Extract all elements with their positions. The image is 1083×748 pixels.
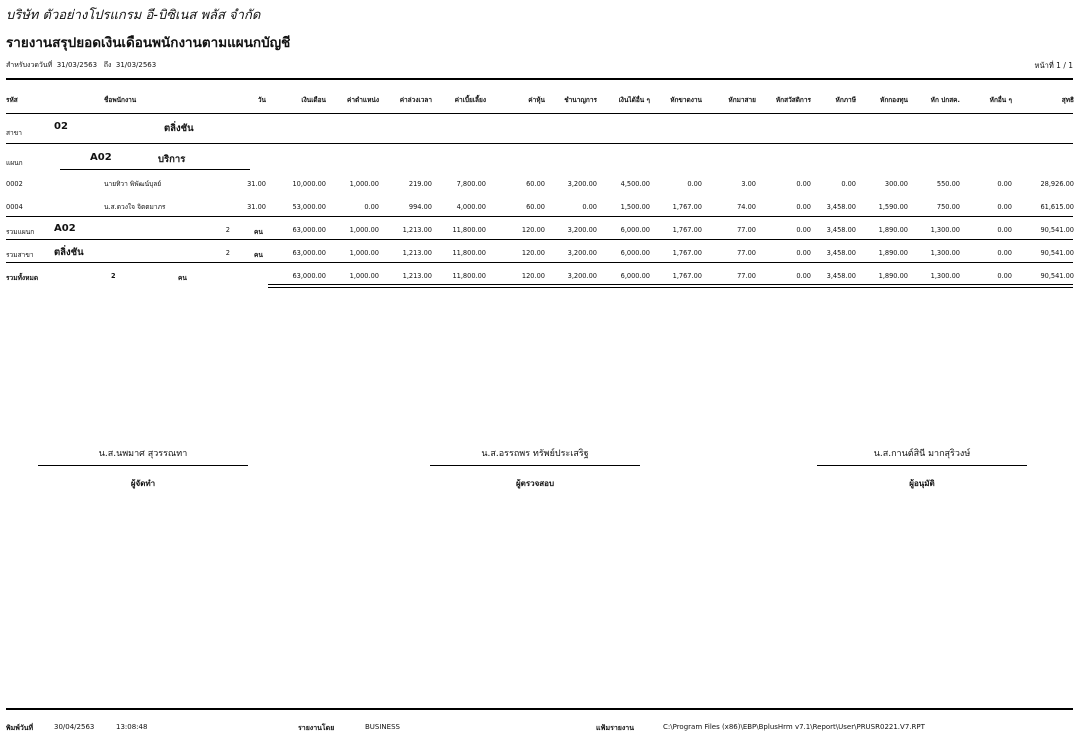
employee-cell: 550.00 bbox=[936, 180, 960, 188]
period-to-label: ถึง bbox=[103, 61, 112, 69]
report-file-path: C:\Program Files (x86)\EBP\BplusHrm v7.1\Report\User\PRUSR0221.V7.RPT bbox=[663, 723, 925, 731]
branch-total-name: ตลิ่งชัน bbox=[54, 247, 84, 258]
branch-total-cell: 1,890.00 bbox=[878, 249, 908, 257]
employee-cell: 10,000.00 bbox=[292, 180, 326, 188]
employee-cell: 53,000.00 bbox=[292, 203, 326, 211]
dept-total-cell: 0.00 bbox=[796, 226, 811, 234]
column-header: รหัส bbox=[6, 96, 18, 104]
employee-cell: 219.00 bbox=[408, 180, 432, 188]
branch-total-label: รวมสาขา bbox=[6, 251, 34, 259]
employee-cell: 0.00 bbox=[841, 180, 856, 188]
branch-total-cell: 0.00 bbox=[796, 249, 811, 257]
employee-cell: 60.00 bbox=[526, 203, 545, 211]
grand-total-double-rule-1 bbox=[268, 284, 1073, 285]
column-header: ค่าตำแหน่ง bbox=[347, 96, 379, 104]
reporter: BUSINESS bbox=[365, 723, 400, 731]
employee-cell: 1,500.00 bbox=[620, 203, 650, 211]
department-label: แผนก bbox=[6, 159, 23, 167]
branch-total-cell: 1,767.00 bbox=[672, 249, 702, 257]
grand-total-cell: 6,000.00 bbox=[620, 272, 650, 280]
column-header: ชื่อพนักงาน bbox=[104, 96, 137, 104]
department-rule bbox=[60, 169, 250, 170]
grand-total-cell: 1,767.00 bbox=[672, 272, 702, 280]
employee-code: 0004 bbox=[6, 203, 23, 211]
period-from: 31/03/2563 bbox=[56, 61, 98, 69]
branch-total-unit: คน bbox=[254, 251, 263, 259]
employee-name: น.ส.ดวงใจ จิตตมาภร bbox=[104, 203, 166, 211]
employee-cell: 0.00 bbox=[364, 203, 379, 211]
header-top-rule bbox=[6, 78, 1073, 80]
signature-line-approver bbox=[817, 465, 1027, 466]
signature-role-approver: ผู้อนุมัติ bbox=[909, 479, 935, 488]
department-name: บริการ bbox=[158, 154, 186, 165]
signature-line-reviewer bbox=[430, 465, 640, 466]
signature-role-reviewer: ผู้ตรวจสอบ bbox=[515, 479, 555, 488]
branch-total-cell: 3,458.00 bbox=[826, 249, 856, 257]
reporter-label: รายงานโดย bbox=[298, 724, 335, 732]
column-header: หักมาสาย bbox=[728, 96, 756, 104]
branch-total-cell: 120.00 bbox=[521, 249, 545, 257]
signature-name-approver: น.ส.กานต์สินี มากสุริวงษ์ bbox=[873, 449, 971, 459]
department-code: A02 bbox=[90, 152, 112, 163]
branch-total-cell: 63,000.00 bbox=[292, 249, 326, 257]
employee-cell: 750.00 bbox=[936, 203, 960, 211]
grand-total-count: 2 bbox=[111, 272, 116, 280]
column-header: หักภาษี bbox=[835, 96, 856, 104]
dept-total-cell: 11,800.00 bbox=[452, 226, 486, 234]
branch-total-cell: 11,800.00 bbox=[452, 249, 486, 257]
print-date-label: พิมพ์วันที่ bbox=[6, 724, 34, 732]
branch-total-cell: 0.00 bbox=[997, 249, 1012, 257]
signature-name-reviewer: น.ส.อรรถพร ทรัพย์ประเสริฐ bbox=[481, 449, 589, 459]
signature-line-preparer bbox=[38, 465, 248, 466]
grand-total-unit: คน bbox=[178, 274, 187, 282]
dept-total-cell: 3,458.00 bbox=[826, 226, 856, 234]
employee-code: 0002 bbox=[6, 180, 23, 188]
dept-total-count: 2 bbox=[225, 226, 230, 234]
report-period bbox=[6, 60, 156, 71]
column-header: วัน bbox=[257, 96, 266, 104]
employee-cell: 7,800.00 bbox=[456, 180, 486, 188]
dept-total-cell: 0.00 bbox=[997, 226, 1012, 234]
dept-total-cell: 3,200.00 bbox=[567, 226, 597, 234]
employee-cell: 74.00 bbox=[737, 203, 756, 211]
dept-total-cell: 1,767.00 bbox=[672, 226, 702, 234]
branch-total-cell: 1,000.00 bbox=[349, 249, 379, 257]
dept-total-cell: 1,000.00 bbox=[349, 226, 379, 234]
column-header: หัก ปกสค. bbox=[930, 96, 960, 104]
employee-cell: 60.00 bbox=[526, 180, 545, 188]
branch-total-cell: 77.00 bbox=[737, 249, 756, 257]
dept-total-top-rule bbox=[6, 216, 1073, 217]
grand-total-cell: 90,541.00 bbox=[1040, 272, 1074, 280]
employee-cell: 0.00 bbox=[796, 203, 811, 211]
dept-total-cell: 63,000.00 bbox=[292, 226, 326, 234]
employee-cell: 28,926.00 bbox=[1040, 180, 1074, 188]
branch-code: 02 bbox=[54, 121, 68, 132]
employee-cell: 994.00 bbox=[408, 203, 432, 211]
employee-cell: 0.00 bbox=[582, 203, 597, 211]
dept-total-unit: คน bbox=[254, 228, 263, 236]
grand-total-cell: 0.00 bbox=[796, 272, 811, 280]
column-header: เงินได้อื่น ๆ bbox=[618, 96, 650, 104]
employee-cell: 0.00 bbox=[997, 203, 1012, 211]
employee-cell: 3.00 bbox=[741, 180, 756, 188]
branch-total-cell: 3,200.00 bbox=[567, 249, 597, 257]
employee-cell: 31.00 bbox=[247, 203, 266, 211]
period-label: สำหรับงวดวันที่ bbox=[6, 61, 53, 69]
employee-cell: 4,500.00 bbox=[620, 180, 650, 188]
grand-total-cell: 1,213.00 bbox=[402, 272, 432, 280]
employee-cell: 300.00 bbox=[884, 180, 908, 188]
dept-total-cell: 1,213.00 bbox=[402, 226, 432, 234]
company-name: บริษัท ตัวอย่างโปรแกรม อี-บิซิเนส พลัส จำกัด bbox=[6, 8, 261, 23]
column-header: สุทธิ bbox=[1061, 96, 1074, 104]
employee-cell: 3,200.00 bbox=[567, 180, 597, 188]
grand-total-cell: 120.00 bbox=[521, 272, 545, 280]
print-date: 30/04/2563 bbox=[54, 723, 95, 731]
dept-total-cell: 1,890.00 bbox=[878, 226, 908, 234]
report-title: รายงานสรุปยอดเงินเดือนพนักงานตามแผนกบัญชี bbox=[6, 35, 291, 51]
signature-name-preparer: น.ส.นพมาศ สุวรรณทา bbox=[98, 449, 188, 459]
period-to: 31/03/2563 bbox=[115, 61, 157, 69]
header-bottom-rule bbox=[6, 113, 1073, 114]
dept-total-cell: 1,300.00 bbox=[930, 226, 960, 234]
grand-total-double-rule-2 bbox=[268, 287, 1073, 288]
column-header: ค่าล่วงเวลา bbox=[399, 96, 432, 104]
column-header: หักกองทุน bbox=[880, 96, 908, 104]
grand-total-label: รวมทั้งหมด bbox=[6, 274, 39, 282]
column-header: หักขาดงาน bbox=[670, 96, 702, 104]
employee-cell: 0.00 bbox=[687, 180, 702, 188]
column-header: เงินเดือน bbox=[301, 96, 326, 104]
grand-total-cell: 63,000.00 bbox=[292, 272, 326, 280]
employee-cell: 1,590.00 bbox=[878, 203, 908, 211]
employee-cell: 0.00 bbox=[796, 180, 811, 188]
employee-cell: 4,000.00 bbox=[456, 203, 486, 211]
branch-total-top-rule bbox=[6, 239, 1073, 240]
print-time: 13:08:48 bbox=[116, 723, 148, 731]
grand-total-cell: 0.00 bbox=[997, 272, 1012, 280]
branch-total-cell: 1,213.00 bbox=[402, 249, 432, 257]
employee-cell: 1,767.00 bbox=[672, 203, 702, 211]
dept-total-cell: 120.00 bbox=[521, 226, 545, 234]
column-header: ค่าเบี้ยเลี้ยง bbox=[454, 96, 486, 104]
column-header: หักสวัสดิการ bbox=[775, 96, 811, 104]
employee-cell: 61,615.00 bbox=[1040, 203, 1074, 211]
branch-total-cell: 90,541.00 bbox=[1040, 249, 1074, 257]
dept-total-cell: 6,000.00 bbox=[620, 226, 650, 234]
branch-total-cell: 6,000.00 bbox=[620, 249, 650, 257]
branch-rule bbox=[6, 143, 1073, 144]
branch-total-count: 2 bbox=[225, 249, 230, 257]
grand-total-cell: 3,458.00 bbox=[826, 272, 856, 280]
grand-total-cell: 1,890.00 bbox=[878, 272, 908, 280]
page-number: หน้าที่ 1 / 1 bbox=[1034, 61, 1073, 70]
branch-total-cell: 1,300.00 bbox=[930, 249, 960, 257]
grand-total-top-rule bbox=[6, 262, 1073, 263]
dept-total-code: A02 bbox=[54, 223, 76, 234]
dept-total-label: รวมแผนก bbox=[6, 228, 35, 236]
branch-name: ตลิ่งชัน bbox=[164, 123, 194, 134]
dept-total-cell: 90,541.00 bbox=[1040, 226, 1074, 234]
column-header: ชำนาญการ bbox=[564, 96, 597, 104]
dept-total-cell: 77.00 bbox=[737, 226, 756, 234]
employee-cell: 31.00 bbox=[247, 180, 266, 188]
footer-rule bbox=[6, 708, 1073, 710]
grand-total-cell: 1,000.00 bbox=[349, 272, 379, 280]
employee-name: นายทิวา พิพัฒน์บุลย์ bbox=[104, 180, 162, 188]
branch-label: สาขา bbox=[6, 129, 22, 137]
signature-role-preparer: ผู้จัดทำ bbox=[130, 479, 156, 488]
grand-total-cell: 11,800.00 bbox=[452, 272, 486, 280]
grand-total-cell: 1,300.00 bbox=[930, 272, 960, 280]
employee-cell: 1,000.00 bbox=[349, 180, 379, 188]
grand-total-cell: 77.00 bbox=[737, 272, 756, 280]
grand-total-cell: 3,200.00 bbox=[567, 272, 597, 280]
column-header: หักอื่น ๆ bbox=[989, 96, 1012, 104]
employee-cell: 3,458.00 bbox=[826, 203, 856, 211]
report-file-label: แฟ้มรายงาน bbox=[596, 724, 635, 732]
employee-cell: 0.00 bbox=[997, 180, 1012, 188]
column-header: ค่าหุ้น bbox=[528, 96, 545, 104]
